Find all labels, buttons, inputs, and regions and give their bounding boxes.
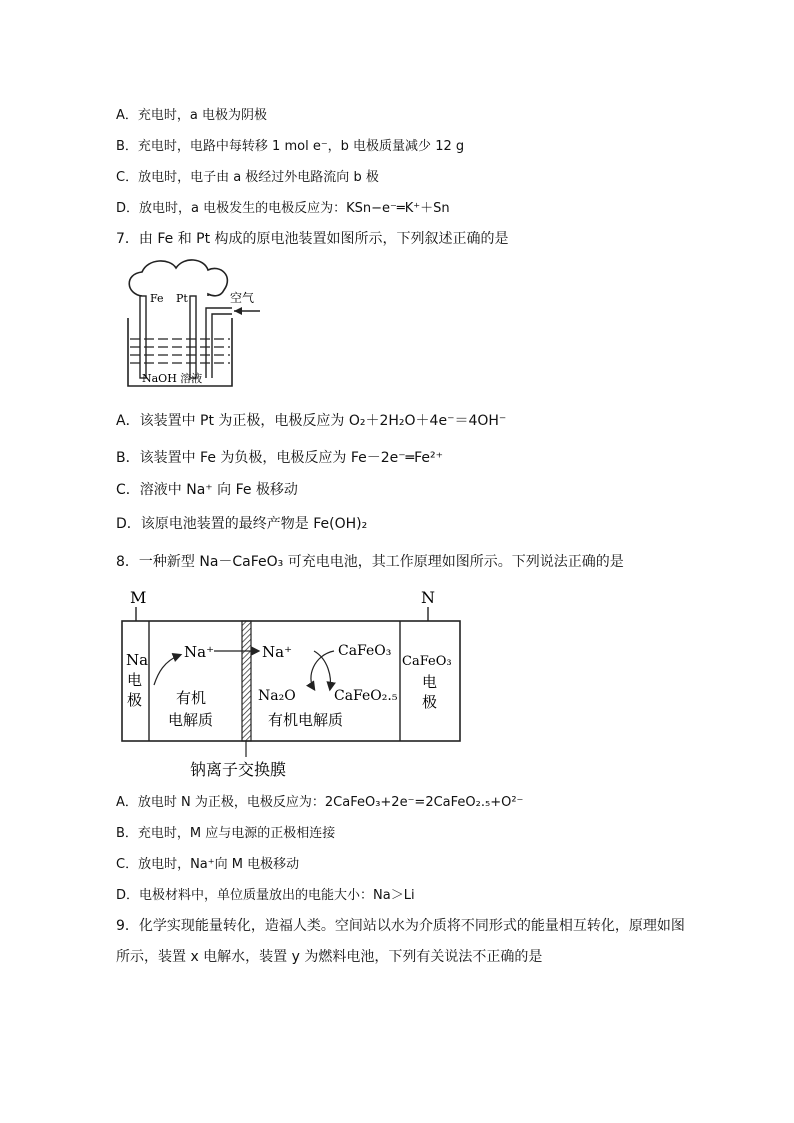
ion-exchange-membrane bbox=[242, 621, 251, 741]
q6-option-d: D．放电时，a 电极发生的电极反应为：KSn−e⁻═K⁺＋Sn bbox=[116, 201, 450, 216]
right-electrode-line1: CaFeO₃ bbox=[402, 654, 452, 669]
q6-option-b: B．充电时，电路中每转移 1 mol e⁻，b 电极质量减少 12 g bbox=[116, 139, 465, 154]
right-electrode-line3: 极 bbox=[422, 693, 438, 711]
q8-option-b: B．充电时，M 应与电源的正极相连接 bbox=[116, 826, 336, 841]
q7-figure bbox=[120, 256, 270, 391]
q8-figure bbox=[118, 585, 468, 780]
left-electrode-line2: 电 bbox=[127, 671, 143, 689]
q8-option-d: D．电极材料中，单位质量放出的电能大小：Na＞Li bbox=[116, 888, 415, 903]
n-label: N bbox=[421, 588, 435, 607]
q9-stem-line1: 9．化学实现能量转化，造福人类。空间站以水为介质将不同形式的能量相互转化，原理如图 bbox=[116, 918, 685, 934]
q6-option-a: A．充电时，a 电极为阴极 bbox=[116, 108, 267, 123]
right-electrolyte: 有机电解质 bbox=[268, 711, 344, 729]
q7-option-c: C．溶液中 Na⁺ 向 Fe 极移动 bbox=[116, 482, 298, 498]
left-electrolyte-line1: 有机 bbox=[176, 689, 207, 707]
left-electrode-line3: 极 bbox=[127, 691, 143, 709]
wire-cloud bbox=[129, 260, 227, 296]
q8-option-a: A．放电时 N 为正极，电极反应为：2CaFeO₃+2e⁻=2CaFeO₂.₅+O²⁻ bbox=[116, 795, 524, 810]
q7-option-d: D．该原电池装置的最终产物是 Fe(OH)₂ bbox=[116, 516, 368, 532]
air-tube bbox=[206, 308, 232, 378]
fe-label: Fe bbox=[150, 292, 164, 305]
na-ion-right: Na⁺ bbox=[262, 643, 292, 661]
cafeo25-product: CaFeO₂.₅ bbox=[334, 688, 398, 704]
q7-option-a: A．该装置中 Pt 为正极，电极反应为 O₂＋2H₂O＋4e⁻＝4OH⁻ bbox=[116, 413, 507, 429]
q8-stem: 8．一种新型 Na－CaFeO₃ 可充电电池，其工作原理如图所示。下列说法正确的是 bbox=[116, 554, 624, 570]
na2o-product: Na₂O bbox=[258, 688, 296, 704]
q7-stem: 7．由 Fe 和 Pt 构成的原电池装置如图所示，下列叙述正确的是 bbox=[116, 231, 509, 247]
pt-electrode bbox=[190, 296, 196, 378]
pt-label: Pt bbox=[176, 292, 188, 305]
left-electrode-line1: Na bbox=[126, 651, 149, 669]
m-label: M bbox=[130, 588, 147, 607]
right-electrode-line2: 电 bbox=[422, 673, 438, 691]
q6-option-c: C．放电时，电子由 a 极经过外电路流向 b 极 bbox=[116, 170, 379, 185]
na-ion-left: Na⁺ bbox=[184, 643, 214, 661]
left-electrolyte-line2: 电解质 bbox=[168, 711, 214, 729]
q8-option-c: C．放电时，Na⁺向 M 电极移动 bbox=[116, 857, 300, 872]
solution-label: NaOH 溶液 bbox=[142, 372, 203, 385]
air-label: 空气 bbox=[230, 291, 255, 305]
fe-electrode bbox=[140, 296, 146, 378]
q9-stem-line2: 所示，装置 x 电解水，装置 y 为燃料电池，下列有关说法不正确的是 bbox=[116, 949, 543, 965]
cafeo3-reactant: CaFeO₃ bbox=[338, 643, 392, 659]
membrane-label: 钠离子交换膜 bbox=[190, 760, 287, 779]
q7-option-b: B．该装置中 Fe 为负极，电极反应为 Fe－2e⁻═Fe²⁺ bbox=[116, 450, 443, 466]
